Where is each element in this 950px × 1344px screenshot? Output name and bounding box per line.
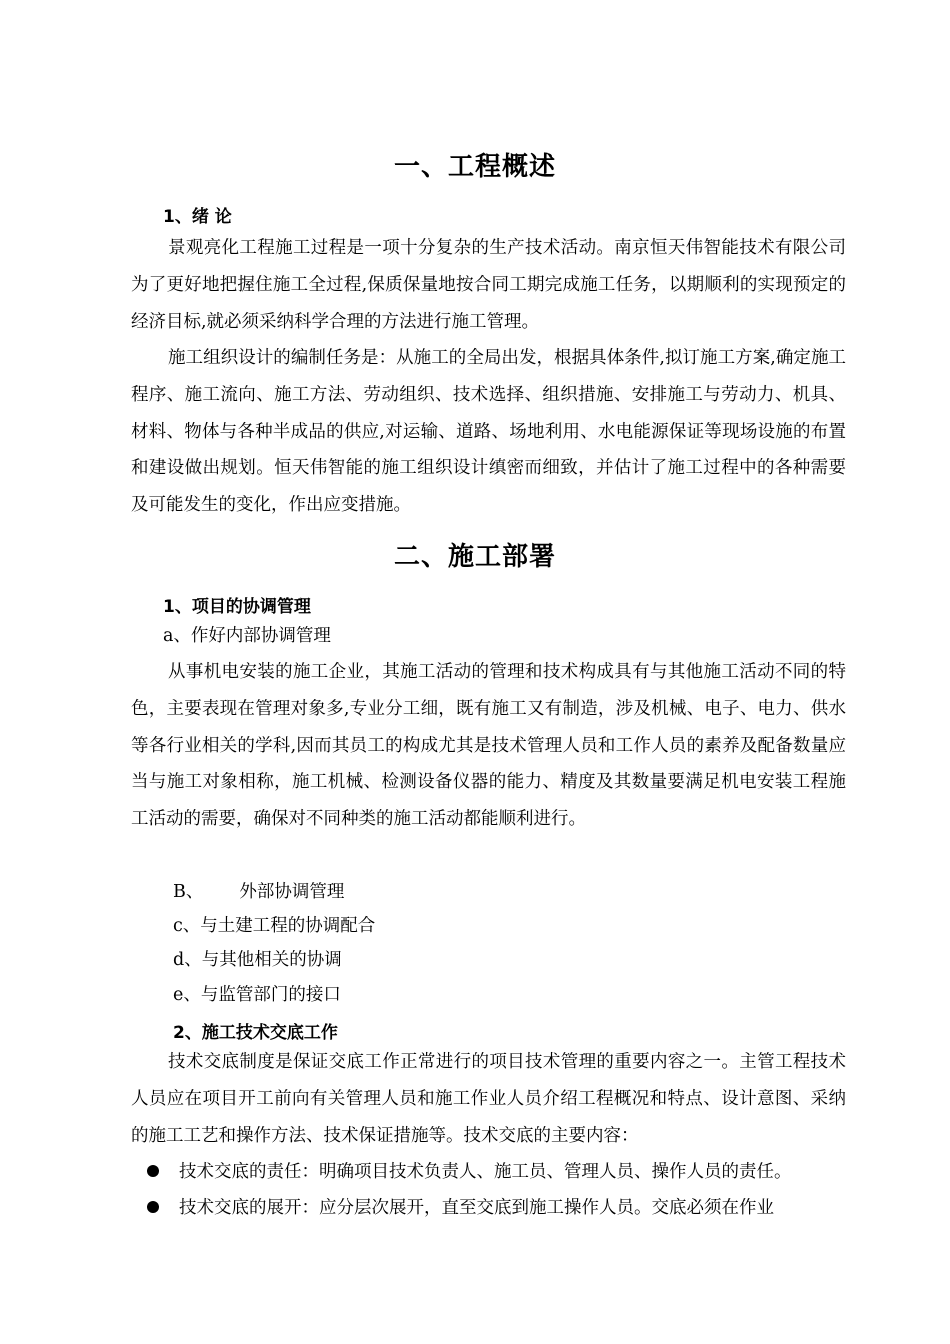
subheading-coordination: 1、项目的协调管理 (163, 597, 311, 617)
item-d-other-coordination: d、与其他相关的协调 (173, 950, 342, 970)
bullet-text: 技术交底的责任：明确项目技术负责人、施工员、管理人员、操作人员的责任。 (179, 1162, 792, 1182)
bullet-dot-icon (147, 1201, 159, 1213)
section-title-deployment: 二、施工部署 (393, 542, 556, 572)
bullet-item (147, 1154, 847, 1190)
bullet-text: 技术交底的展开：应分层次展开，直至交底到施工操作人员。交底必须在作业 (179, 1198, 774, 1218)
paragraph-intro-2: 施工组织设计的编制任务是：从施工的全局出发，根据具体条件,拟订施工方案,确定施工程序、施工流向、施工方法、劳动组织、技术选择、组织措施、安排施工与劳动力、机具、材料、物体与各种半成品的供应,对运输、道路、场地利用、水电能源保证等现场设施的布置和建设做出规划。恒天伟智能的施工组织设计缜密而细致，并估计了施工过程中的各种需要及可能发生的变化，作出应变措施。 (131, 348, 846, 516)
item-b-text: 外部协调管理 (239, 882, 345, 902)
item-b-prefix: B、 (173, 882, 204, 902)
section-title-overview: 一、工程概述 (393, 152, 556, 182)
item-e-supervision-interface: e、与监管部门的接口 (173, 985, 341, 1005)
paragraph-coordination: 从事机电安装的施工企业，其施工活动的管理和技术构成具有与其他施工活动不同的特色，主要表现在管理对象多,专业分工细，既有施工又有制造，涉及机械、电子、电力、供水等各行业相关的学科,因而其员工的构成尤其是技术管理人员和工作人员的素养及配备数量应当与施工对象相称，施工机械、检测设备仪器的能力、精度及其数量要满足机电安装工程施工活动的需要，确保对不同种类的施工活动都能顺利进行。 (131, 662, 846, 830)
paragraph-technical-briefing: 技术交底制度是保证交底工作正常进行的项目技术管理的重要内容之一。主管工程技术人员应在项目开工前向有关管理人员和施工作业人员介绍工程概况和特点、设计意图、采纳的施工工艺和操作方法、技术保证措施等。技术交底的主要内容： (131, 1052, 846, 1146)
item-b-external-coordination (173, 880, 344, 904)
subheading-introduction: 1、绪 论 (163, 207, 232, 227)
subheading-technical-briefing: 2、施工技术交底工作 (173, 1023, 338, 1043)
bullet-item (147, 1190, 847, 1226)
paragraph-intro-1: 景观亮化工程施工过程是一项十分复杂的生产技术活动。南京恒天伟智能技术有限公司为了更好地把握住施工全过程,保质保量地按合同工期完成施工任务，以期顺利的实现预定的经济目标,就必须采纳科学合理的方法进行施工管理。 (131, 238, 846, 332)
item-a-internal-coordination: a、作好内部协调管理 (163, 626, 331, 646)
item-c-civil-coordination: c、与土建工程的协调配合 (173, 916, 376, 936)
bullet-dot-icon (147, 1165, 159, 1177)
